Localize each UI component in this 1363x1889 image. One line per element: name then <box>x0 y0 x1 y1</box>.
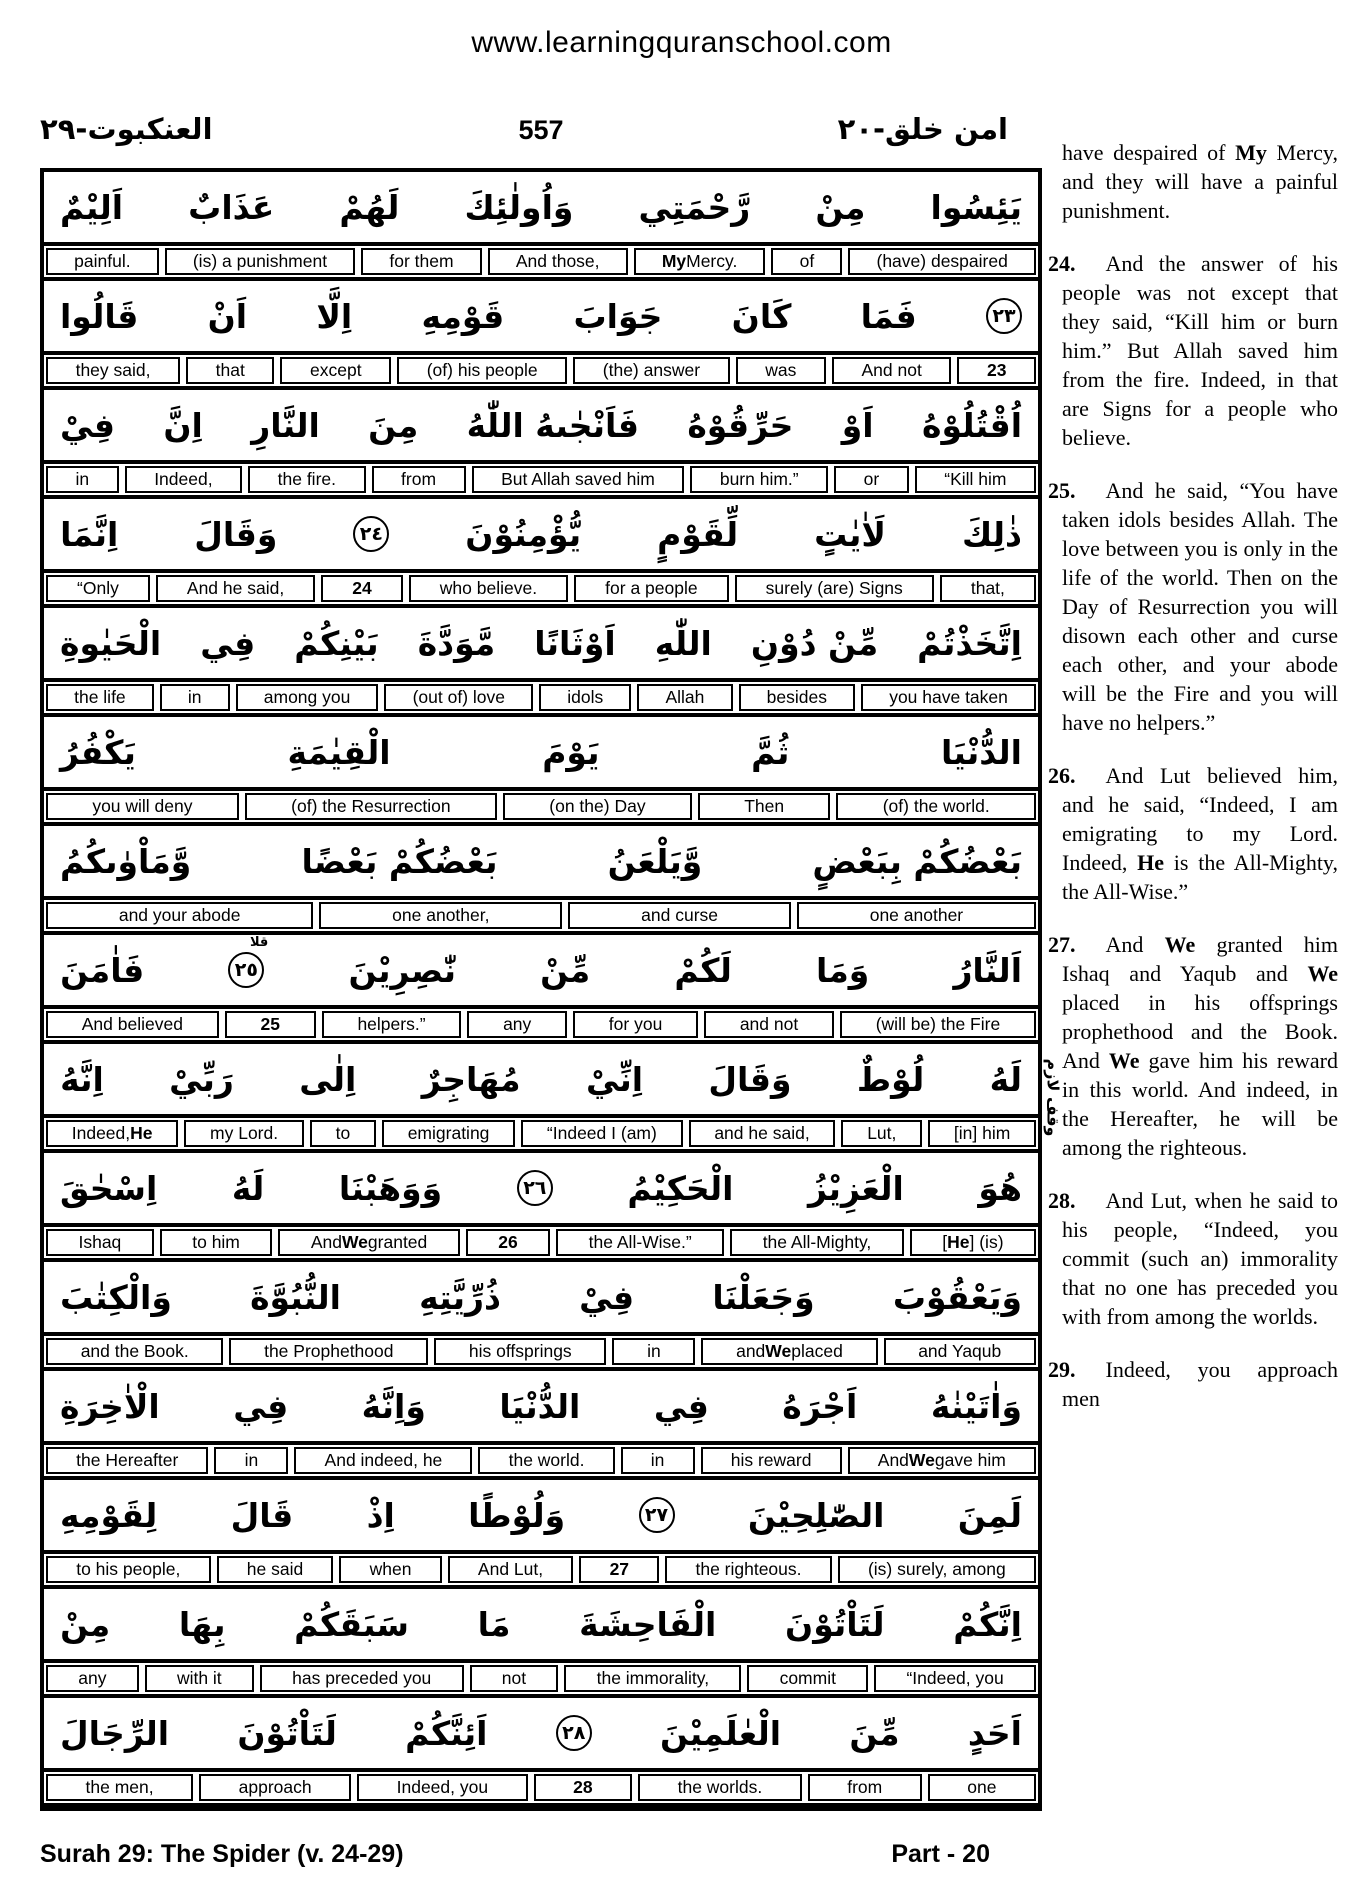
translation-cell: And believed <box>46 1011 219 1038</box>
arabic-word: فِيْ <box>60 405 115 445</box>
translation-row <box>44 678 1038 717</box>
arabic-word: اَلِيْمٌ <box>60 187 124 227</box>
arabic-word: اِنَّ <box>163 405 203 445</box>
arabic-word: فَمَا <box>860 296 917 336</box>
translation-cell: the Prophethood <box>229 1338 428 1365</box>
translation-cell: one <box>928 1774 1036 1801</box>
translation-row <box>44 1114 1038 1153</box>
arabic-word: فِي <box>653 1386 709 1426</box>
translation-row <box>44 1768 1038 1807</box>
verse-end-marker <box>556 1715 592 1751</box>
quran-word-by-word-table <box>40 168 1042 1811</box>
translation-cell: (the) answer <box>573 357 729 384</box>
translation-cell: to <box>310 1120 376 1147</box>
translation-cell: one another <box>797 902 1036 929</box>
footer-part-label: Part - 20 <box>891 1840 990 1868</box>
waqf-sign: قلا <box>249 935 269 950</box>
translation-cell: [in] him <box>928 1120 1036 1147</box>
arabic-word: الْحَيٰوةِ <box>60 623 162 663</box>
arabic-word: فِي <box>200 623 256 663</box>
arabic-word: لَهُ <box>989 1059 1022 1099</box>
arabic-word: مَّوَدَّةَ <box>417 623 496 663</box>
translation-cell: that, <box>940 575 1036 602</box>
arabic-word: مِّنْ دُوْنِ <box>750 623 879 663</box>
arabic-word: وَلُوْطًا <box>468 1495 566 1535</box>
arabic-word: اِتَّخَذْتُمْ <box>917 623 1022 663</box>
translation-cell: you have taken <box>861 684 1036 711</box>
translation-row <box>44 1223 1038 1262</box>
arabic-word: الرِّجَالَ <box>60 1713 170 1753</box>
page-header <box>40 98 1042 148</box>
waqf-lazim-text: وقف لازم <box>1043 1058 1063 1136</box>
arabic-word: اَوْثَانًا <box>534 623 616 663</box>
arabic-word: مِنْ <box>60 1604 111 1644</box>
verse-text: And Lut believed him, and he said, “Indeed, I am emigrating to my Lord. Indeed, He is the All-Mighty, the All-Wise.” <box>1062 763 1338 904</box>
translation-cell: surely (are) Signs <box>735 575 934 602</box>
arabic-line <box>44 1153 1038 1223</box>
arabic-word: وَوَهَبْنَا <box>338 1168 443 1208</box>
verse-translation-paragraph <box>1048 476 1338 737</box>
arabic-word: وَمَا <box>815 950 870 990</box>
translation-cell: 24 <box>321 575 403 602</box>
translation-cell: And those, <box>488 248 628 275</box>
verse-text: And We granted him Ishaq and Yaqub and We placed in his offsprings prophethood and the Book. And We gave him his reward in this world. And indeed, in the Hereafter, he will be among the righteous. <box>1062 932 1339 1160</box>
arabic-word: قَالُوا <box>60 296 139 336</box>
arabic-line <box>44 1589 1038 1659</box>
translation-cell: among you <box>236 684 379 711</box>
arabic-word: النُّبُوَّةَ <box>250 1277 341 1317</box>
arabic-word: مِنَ <box>368 405 419 445</box>
translation-cell: of <box>771 248 842 275</box>
translation-cell: 25 <box>225 1011 316 1038</box>
arabic-word: فِي <box>233 1386 289 1426</box>
translation-row <box>44 569 1038 608</box>
translation-cell: for a people <box>574 575 729 602</box>
arabic-word: اَنْ <box>207 296 248 336</box>
verse-end-number: ٢٨ <box>562 1722 586 1744</box>
translation-cell: burn him.” <box>690 466 828 493</box>
translation-cell: the life <box>46 684 154 711</box>
translation-row <box>44 1550 1038 1589</box>
arabic-word: مَا <box>477 1604 511 1644</box>
arabic-word: ثُمَّ <box>751 732 790 772</box>
translation-cell: they said, <box>46 357 180 384</box>
translation-cell: (is) a punishment <box>165 248 356 275</box>
verse-translation-paragraph <box>1048 1355 1338 1413</box>
arabic-word: كَانَ <box>731 296 792 336</box>
arabic-word: فَاَنْجٰىهُ اللّٰهُ <box>466 405 639 445</box>
arabic-line <box>44 499 1038 569</box>
translation-cell: Lut, <box>841 1120 922 1147</box>
arabic-word: الدُّنْيَا <box>499 1386 581 1426</box>
arabic-word: وَجَعَلْنَا <box>712 1277 815 1317</box>
arabic-word: وَيَعْقُوْبَ <box>892 1277 1022 1317</box>
verse-text: And the answer of his people was not except that they said, “Kill him or burn him.” But Allah saved him from the fire. Indeed, in that are Signs for a people who believe. <box>1062 251 1338 450</box>
arabic-word: عَذَابٌ <box>188 187 275 227</box>
translation-cell: the Hereafter <box>46 1447 208 1474</box>
translation-cell: any <box>467 1011 567 1038</box>
arabic-word: قَالَ <box>230 1495 294 1535</box>
arabic-word: النَّارِ <box>251 405 320 445</box>
translation-cell: to his people, <box>46 1556 211 1583</box>
translation-cell: commit <box>747 1665 868 1692</box>
translation-cell: (will be) the Fire <box>840 1011 1036 1038</box>
translation-cell: not <box>470 1665 559 1692</box>
arabic-word: لَهُ <box>231 1168 265 1208</box>
verse-end-marker <box>228 935 269 988</box>
translation-cell: My Mercy. <box>634 248 766 275</box>
verse-number: 29. <box>1048 1357 1076 1382</box>
translation-cell: Indeed, <box>125 466 242 493</box>
translation-cell: (of) his people <box>397 357 567 384</box>
verse-text: Indeed, you approach men <box>1062 1357 1338 1411</box>
arabic-word: بِهَا <box>178 1604 226 1644</box>
translation-cell: the world. <box>478 1447 614 1474</box>
translation-cell: his reward <box>701 1447 842 1474</box>
verse-translation-column <box>1048 138 1338 1437</box>
translation-cell: (out of) love <box>384 684 533 711</box>
translation-cell: (is) surely, among <box>838 1556 1036 1583</box>
arabic-word: يَوْمَ <box>542 732 600 772</box>
arabic-word: وَاِنَّهُ <box>361 1386 426 1426</box>
translation-cell: my Lord. <box>184 1120 304 1147</box>
arabic-word: وَالْكِتٰبَ <box>60 1277 172 1317</box>
translation-row <box>44 351 1038 390</box>
verse-text: And Lut, when he said to his people, “Indeed, you commit (such an) immorality that no one has preceded you with from among the worlds. <box>1062 1188 1338 1329</box>
verse-translation-paragraph <box>1048 249 1338 452</box>
translation-row <box>44 787 1038 826</box>
page-footer <box>40 1840 1042 1869</box>
translation-cell: 27 <box>579 1556 659 1583</box>
translation-cell: or <box>834 466 909 493</box>
verse-translation-paragraph <box>1048 761 1338 906</box>
arabic-word: الْاٰخِرَةِ <box>60 1386 160 1426</box>
translation-cell: and your abode <box>46 902 313 929</box>
translation-cell: and We placed <box>701 1338 877 1365</box>
arabic-word: وَاٰتَيْنٰهُ <box>930 1386 1022 1426</box>
translation-cell: the fire. <box>248 466 365 493</box>
arabic-line <box>44 172 1038 242</box>
arabic-word: لِّقَوْمٍ <box>657 514 739 554</box>
arabic-line <box>44 390 1038 460</box>
arabic-word: اَوْ <box>841 405 874 445</box>
verse-number: 25. <box>1048 478 1076 503</box>
translation-cell: “Only <box>46 575 150 602</box>
translation-cell: (have) despaired <box>848 248 1036 275</box>
translation-row <box>44 896 1038 935</box>
arabic-word: لَكُمْ <box>674 950 732 990</box>
verse-end-number: ٢٣ <box>992 305 1016 327</box>
arabic-word: بَيْنِكُمْ <box>294 623 379 663</box>
arabic-word: يَئِسُوا <box>930 187 1022 227</box>
translation-cell: and not <box>704 1011 834 1038</box>
arabic-word: هُوَ <box>978 1168 1022 1208</box>
translation-cell: the All-Mighty, <box>730 1229 904 1256</box>
translation-cell: the righteous. <box>665 1556 831 1583</box>
verse-end-number: ٢٤ <box>359 523 383 545</box>
arabic-word: اِنِّيْ <box>585 1059 644 1099</box>
arabic-word: حَرِّقُوْهُ <box>687 405 794 445</box>
translation-cell: 23 <box>957 357 1036 384</box>
footer-surah-label: Surah 29: The Spider (v. 24-29) <box>40 1840 404 1868</box>
translation-cell: any <box>46 1665 139 1692</box>
arabic-word: اِنَّمَا <box>60 514 119 554</box>
translation-cell: Indeed, He <box>46 1120 178 1147</box>
arabic-line <box>44 935 1038 1005</box>
translation-cell: “Kill him <box>915 466 1036 493</box>
translation-cell: with it <box>145 1665 254 1692</box>
arabic-line <box>44 826 1038 896</box>
verse-number: 28. <box>1048 1188 1076 1213</box>
translation-row <box>44 1332 1038 1371</box>
translation-cell: in <box>46 466 119 493</box>
arabic-word: اَلنَّارُ <box>953 950 1022 990</box>
juz-name-arabic: امن خلق-٢٠ <box>837 112 1008 146</box>
translation-cell: and the Book. <box>46 1338 223 1365</box>
translation-cell: (of) the Resurrection <box>245 793 497 820</box>
arabic-word: جَوَابَ <box>573 296 663 336</box>
page-number: 557 <box>518 115 564 145</box>
arabic-word: قَوْمِهِ <box>421 296 505 336</box>
arabic-word: مُهَاجِرٌ <box>421 1059 521 1099</box>
translation-cell: And indeed, he <box>294 1447 472 1474</box>
translation-cell: in <box>214 1447 288 1474</box>
translation-cell: one another, <box>319 902 562 929</box>
arabic-word: وَقَالَ <box>708 1059 792 1099</box>
arabic-word: رَّحْمَتِي <box>638 187 751 227</box>
translation-row <box>44 460 1038 499</box>
arabic-word: سَبَقَكُمْ <box>294 1604 409 1644</box>
translation-cell: “Indeed I (am) <box>521 1120 682 1147</box>
arabic-word: بَعْضُكُمْ بِبَعْضٍ <box>812 841 1022 881</box>
arabic-word: الْعٰلَمِيْنَ <box>660 1713 782 1753</box>
translation-row <box>44 1005 1038 1044</box>
verse-end-marker <box>517 1170 553 1206</box>
arabic-line <box>44 1262 1038 1332</box>
arabic-word: مِّنَ <box>849 1713 900 1753</box>
verse-translation-paragraph <box>1048 930 1338 1162</box>
arabic-word: وَّيَلْعَنُ <box>607 841 703 881</box>
translation-cell: in <box>621 1447 695 1474</box>
surah-name-arabic: العنكبوت-٢٩ <box>40 112 213 146</box>
translation-cell: the men, <box>46 1774 193 1801</box>
arabic-word: اُقْتُلُوْهُ <box>921 405 1022 445</box>
translation-cell: Allah <box>637 684 732 711</box>
translation-cell: and curse <box>568 902 791 929</box>
translation-cell: painful. <box>46 248 159 275</box>
translation-cell: helpers.” <box>322 1011 462 1038</box>
translation-cell: And not <box>832 357 951 384</box>
verse-translation-paragraph <box>1048 138 1338 225</box>
verse-end-marker <box>986 298 1022 334</box>
arabic-word: وَاُولٰئِكَ <box>464 187 574 227</box>
translation-cell: the immorality, <box>564 1665 741 1692</box>
arabic-word: نّٰصِرِيْنَ <box>348 950 456 990</box>
translation-cell: to him <box>160 1229 273 1256</box>
translation-cell: idols <box>539 684 631 711</box>
verse-end-number: ٢٥ <box>234 959 258 981</box>
translation-cell: who believe. <box>409 575 568 602</box>
translation-cell: his offsprings <box>434 1338 606 1365</box>
translation-cell: And he said, <box>156 575 315 602</box>
arabic-line <box>44 281 1038 351</box>
arabic-line <box>44 1044 1038 1114</box>
verse-number: 24. <box>1048 251 1076 276</box>
arabic-word: اِلَّا <box>316 296 353 336</box>
arabic-word: وَقَالَ <box>194 514 278 554</box>
translation-cell: for you <box>573 1011 698 1038</box>
verse-text: have despaired of My Mercy, and they will have a painful punishment. <box>1062 140 1338 223</box>
arabic-word: لَاٰيٰتٍ <box>814 514 886 554</box>
arabic-word: لَهُمْ <box>339 187 400 227</box>
arabic-word: يَكْفُرُ <box>60 732 136 772</box>
translation-cell: that <box>186 357 274 384</box>
arabic-word: الْقِيٰمَةِ <box>287 732 391 772</box>
arabic-word: اِسْحٰقَ <box>60 1168 158 1208</box>
arabic-word: اِلٰى <box>299 1059 357 1099</box>
verse-end-marker <box>353 516 389 552</box>
arabic-word: لَتَاْتُوْنَ <box>237 1713 337 1753</box>
translation-cell: And Lut, <box>448 1556 574 1583</box>
arabic-line <box>44 1480 1038 1550</box>
arabic-word: فِيْ <box>579 1277 635 1317</box>
translation-cell: in <box>160 684 230 711</box>
translation-cell: [ He ] (is) <box>910 1229 1036 1256</box>
arabic-word: الْعَزِيْزُ <box>808 1168 904 1208</box>
translation-cell: when <box>339 1556 441 1583</box>
verse-end-number: ٢٦ <box>523 1177 547 1199</box>
arabic-word: فَاٰمَنَ <box>60 950 145 990</box>
translation-cell: was <box>736 357 826 384</box>
translation-cell: in <box>612 1338 695 1365</box>
arabic-word: اللّٰهِ <box>654 623 712 663</box>
arabic-line <box>44 1698 1038 1768</box>
arabic-word: لَتَاْتُوْنَ <box>785 1604 885 1644</box>
arabic-word: اِنَّكُمْ <box>953 1604 1022 1644</box>
translation-cell: for them <box>361 248 481 275</box>
arabic-word: يُّؤْمِنُوْنَ <box>465 514 582 554</box>
translation-cell: the worlds. <box>638 1774 802 1801</box>
translation-cell: But Allah saved him <box>472 466 685 493</box>
arabic-word: وَّمَاْوٰىكُمُ <box>60 841 192 881</box>
translation-cell: Indeed, you <box>357 1774 527 1801</box>
translation-cell: from <box>372 466 466 493</box>
verse-number: 27. <box>1048 932 1076 957</box>
translation-cell: “Indeed, you <box>874 1665 1036 1692</box>
translation-cell: has preceded you <box>260 1665 464 1692</box>
translation-cell: (of) the world. <box>836 793 1036 820</box>
translation-cell: 26 <box>466 1229 550 1256</box>
verse-text: And he said, “You have taken idols besides Allah. The love between you is only in the life of the world. Then on the Day of Resurrection you will disown each other and curse each other, and your abode will be the Fire and you will have no helpers.” <box>1062 478 1338 735</box>
arabic-word: اِنَّهُ <box>60 1059 104 1099</box>
translation-cell: (on the) Day <box>503 793 692 820</box>
arabic-word: اَحَدٍ <box>967 1713 1022 1753</box>
arabic-word: الدُّنْيَا <box>940 732 1022 772</box>
arabic-word: ذٰلِكَ <box>961 514 1022 554</box>
arabic-word: رَبِّيْ <box>169 1059 234 1099</box>
arabic-word: بَعْضُكُمْ بَعْضًا <box>301 841 498 881</box>
arabic-word: لَمِنَ <box>957 1495 1022 1535</box>
arabic-word: لُوْطٌ <box>856 1059 925 1099</box>
translation-row <box>44 1441 1038 1480</box>
arabic-word: اَئِنَّكُمْ <box>405 1713 488 1753</box>
arabic-word: لِقَوْمِهِ <box>60 1495 158 1535</box>
verse-translation-paragraph <box>1048 1186 1338 1331</box>
translation-cell: approach <box>199 1774 351 1801</box>
translation-row <box>44 242 1038 281</box>
arabic-word: اَجْرَهُ <box>782 1386 858 1426</box>
verse-end-number: ٢٧ <box>644 1504 669 1526</box>
translation-cell: you will deny <box>46 793 239 820</box>
translation-cell: and he said, <box>689 1120 836 1147</box>
arabic-word: مِنْ <box>815 187 866 227</box>
translation-cell: And We granted <box>278 1229 459 1256</box>
arabic-word: اِذْ <box>366 1495 395 1535</box>
translation-row <box>44 1659 1038 1698</box>
translation-cell: besides <box>739 684 856 711</box>
page-url: www.learningquranschool.com <box>471 26 892 59</box>
translation-cell: the All-Wise.” <box>556 1229 724 1256</box>
translation-cell: Ishaq <box>46 1229 154 1256</box>
arabic-word: مِّنْ <box>540 950 591 990</box>
arabic-line <box>44 717 1038 787</box>
arabic-word: الْحَكِيْمُ <box>627 1168 734 1208</box>
verse-number: 26. <box>1048 763 1076 788</box>
translation-cell: And We gave him <box>848 1447 1036 1474</box>
arabic-word: الصّٰلِحِيْنَ <box>747 1495 885 1535</box>
translation-cell: he said <box>217 1556 334 1583</box>
arabic-line <box>44 608 1038 678</box>
translation-cell: emigrating <box>382 1120 515 1147</box>
translation-cell: and Yaqub <box>884 1338 1036 1365</box>
translation-cell: 28 <box>534 1774 632 1801</box>
arabic-line <box>44 1371 1038 1441</box>
translation-cell: Then <box>698 793 831 820</box>
arabic-word: الْفَاحِشَةَ <box>579 1604 717 1644</box>
verse-end-marker <box>639 1497 675 1533</box>
translation-cell: from <box>808 1774 922 1801</box>
arabic-word: ذُرِّيَّتِهِ <box>419 1277 501 1317</box>
translation-cell: except <box>280 357 391 384</box>
